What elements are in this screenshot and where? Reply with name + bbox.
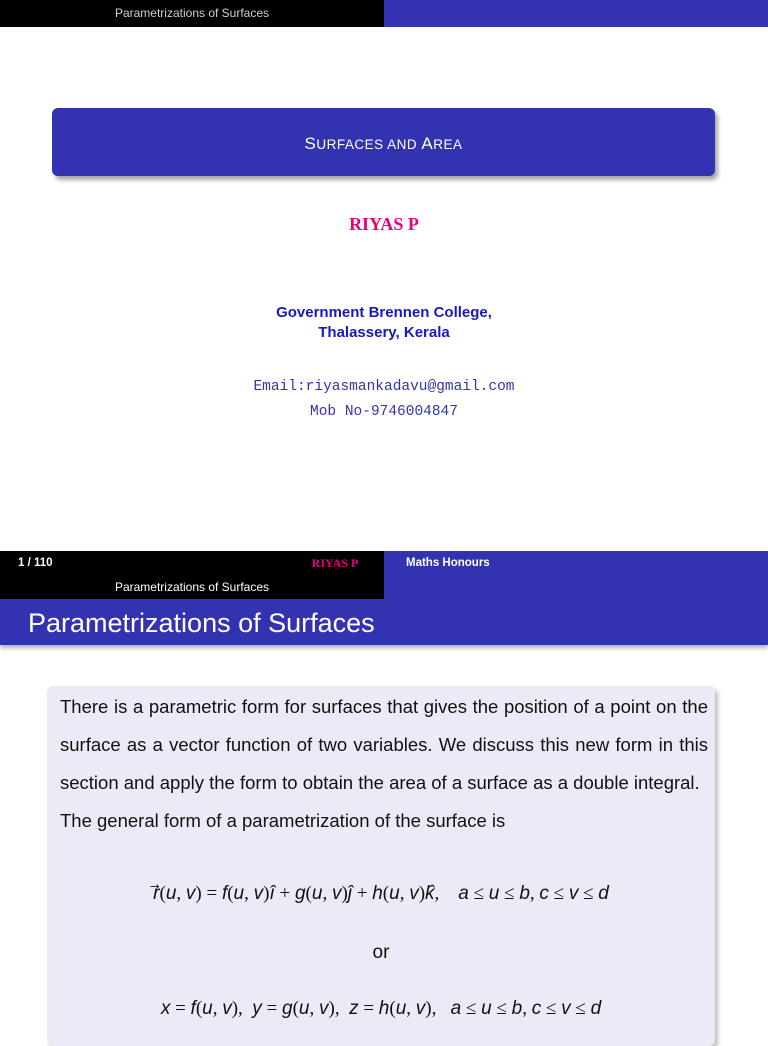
- institute-line-2: Thalassery, Kerala: [318, 324, 450, 341]
- intro-paragraph: [60, 688, 708, 840]
- vector-equation: r⃗(u, v) = f(u, v)î + g(u, v)ĵ + h(u, v)k̂, a ≤ u ≤ b, c ≤ v ≤ d: [153, 883, 609, 904]
- header-right-bar: [384, 0, 768, 27]
- institute-line-1: Government Brennen College,: [276, 304, 492, 321]
- intro-text: There is a parametric form for surfaces that gives the position of a point on the surface as a vector function of two variables. We discuss this new form in this section and apply the form to obtain the area of a surface as a double integral.: [60, 696, 708, 793]
- scalar-equations: x = f(u, v), y = g(u, v), z = h(u, v), a ≤ u ≤ b, c ≤ v ≤ d: [160, 998, 602, 1019]
- header-section-title[interactable]: Parametrizations of Surfaces: [114, 6, 270, 20]
- title-block: [52, 108, 715, 176]
- slide2-header-right-bar: [384, 575, 768, 599]
- footer-course: Maths Honours: [406, 557, 490, 569]
- footer-author: RIYAS P: [311, 556, 359, 570]
- general-form-text: The general form of a parametrization of the surface is: [60, 810, 506, 831]
- title-initial-2: A: [421, 134, 434, 153]
- slide2-header-section[interactable]: Parametrizations of Surfaces: [114, 580, 270, 594]
- title-initial-1: S: [304, 134, 317, 153]
- title-rest-1: URFACES AND: [316, 137, 422, 152]
- contact-email: Email:riyasmankadavu@gmail.com: [253, 379, 515, 395]
- frame-title: Parametrizations of Surfaces: [28, 608, 375, 638]
- author-name: RIYAS P: [349, 214, 419, 234]
- footer-page-number: 1 / 110: [18, 557, 53, 569]
- contact-mobile: Mob No-9746004847: [310, 404, 458, 420]
- title-rest-2: REA: [433, 137, 463, 152]
- or-text: or: [372, 942, 390, 963]
